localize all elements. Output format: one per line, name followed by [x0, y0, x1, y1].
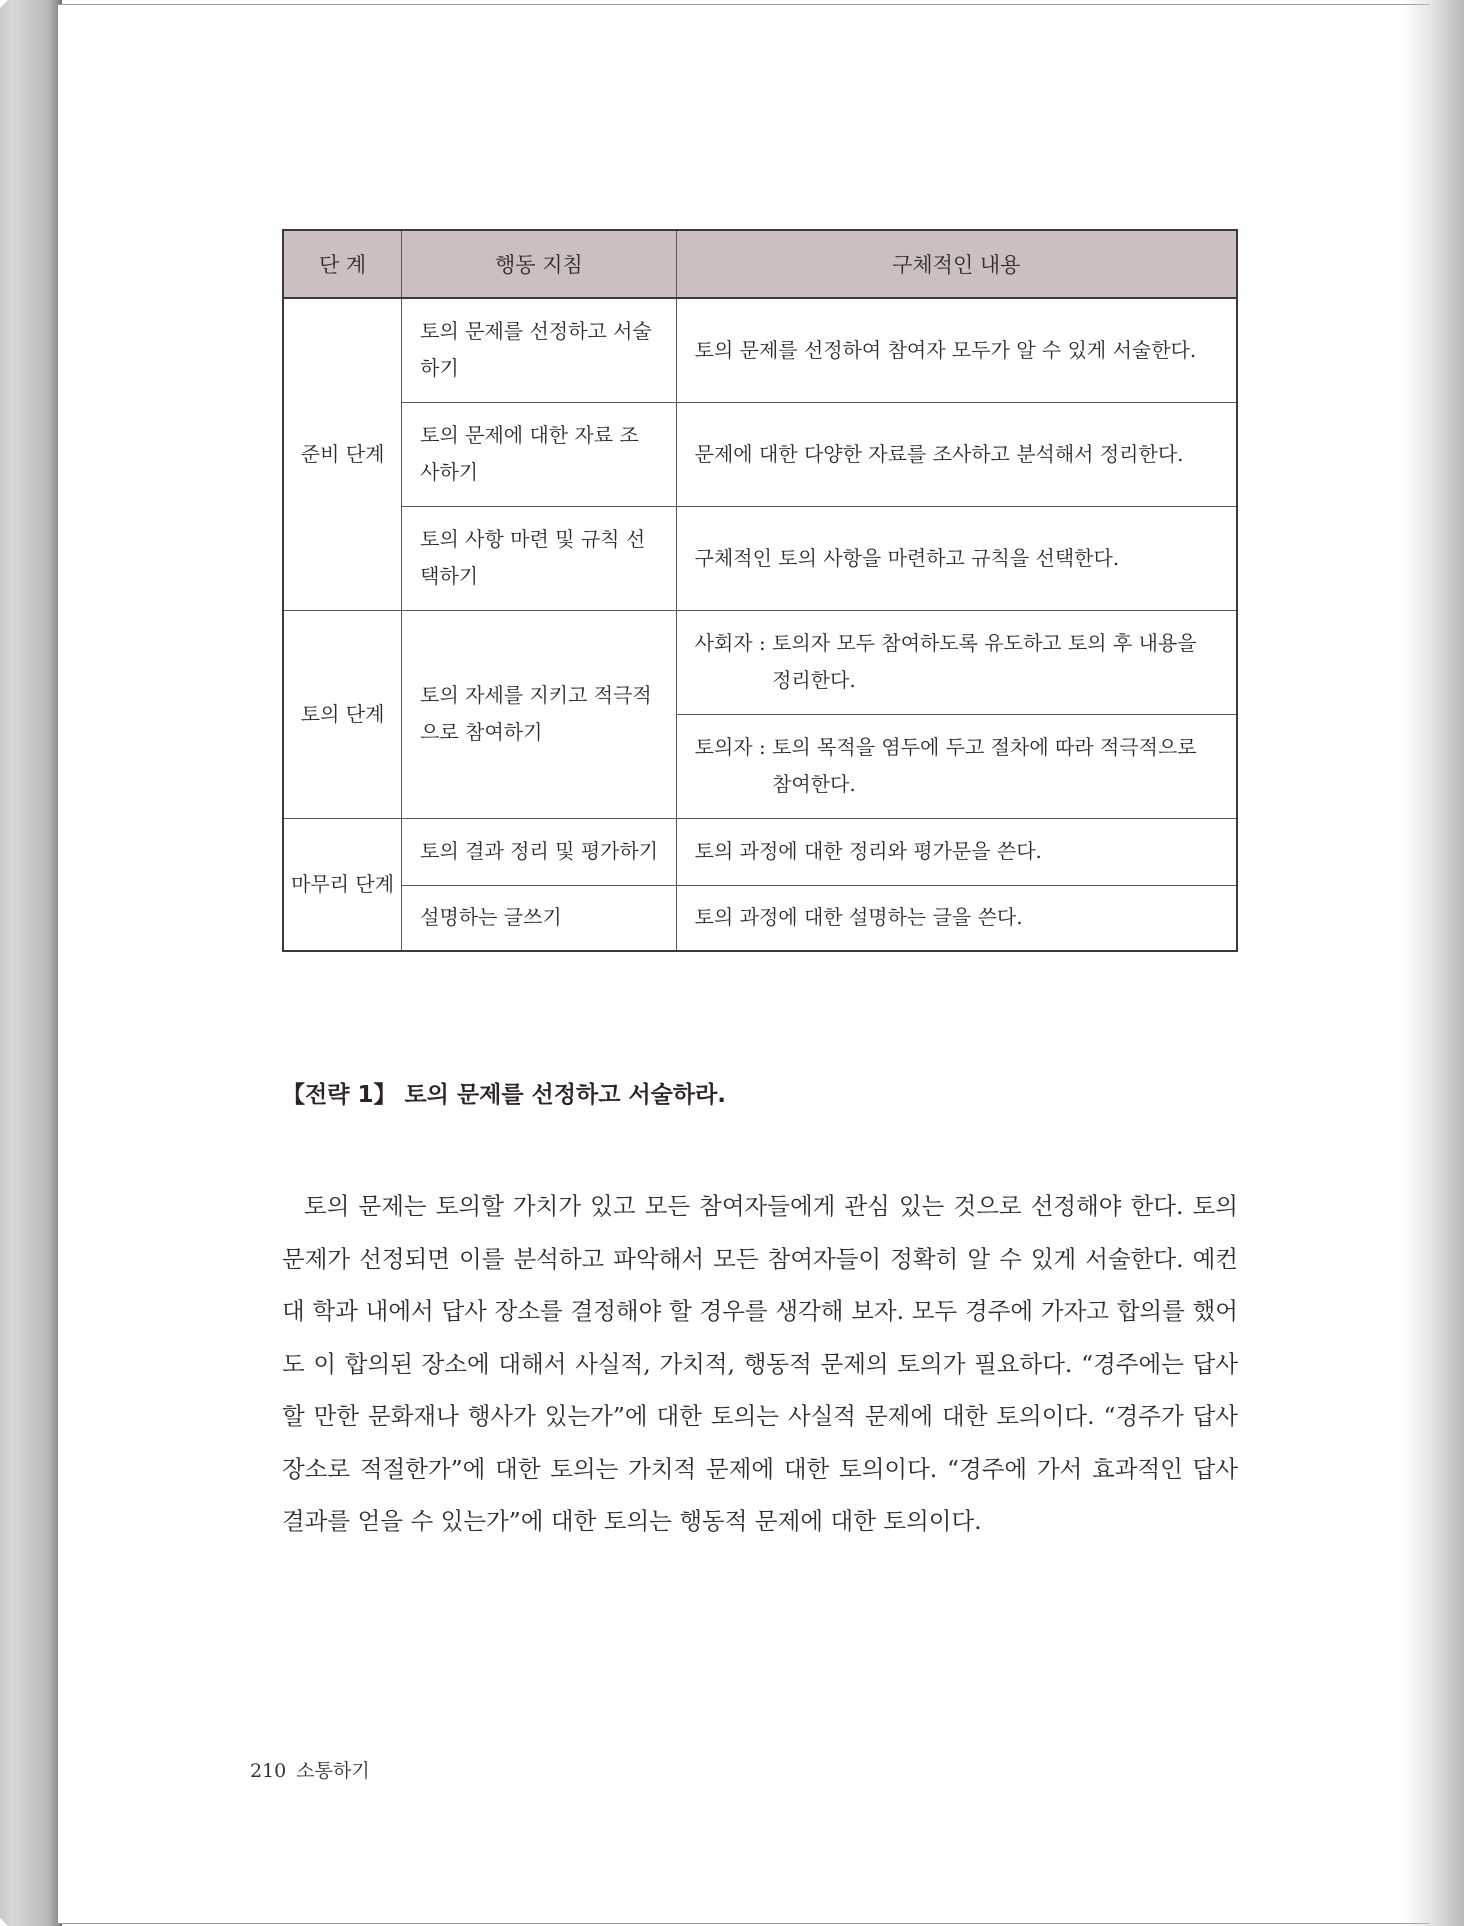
action-cell: 토의 문제를 선정하고 서술하기: [402, 298, 676, 402]
action-cell: 토의 결과 정리 및 평가하기: [402, 818, 676, 885]
action-cell: 토의 사항 마련 및 규칙 선택하기: [402, 506, 676, 610]
header-content: 구체적인 내용: [676, 230, 1237, 298]
header-stage: 단 계: [283, 230, 402, 298]
moderator-line: [695, 625, 1218, 699]
table-header-row: [283, 230, 1237, 298]
discussion-steps-table: [282, 229, 1238, 952]
book-spine-edge: [0, 0, 62, 1926]
participant-label: 토의자 :: [694, 735, 766, 759]
stage-discussion: 토의 단계: [283, 610, 402, 818]
table-row: [283, 818, 1237, 885]
participant-text: 토의 목적을 염두에 두고 절차에 따라 적극적으로 참여한다.: [772, 735, 1197, 796]
content-cell: 토의 과정에 대한 정리와 평가문을 쓴다.: [676, 818, 1237, 885]
action-cell: 설명하는 글쓰기: [402, 885, 676, 951]
page-footer: [250, 1756, 370, 1783]
content-cell: 토의 과정에 대한 설명하는 글을 쓴다.: [676, 885, 1237, 951]
stage-prep: 준비 단계: [283, 298, 402, 610]
action-cell: 토의 자세를 지키고 적극적으로 참여하기: [402, 610, 676, 818]
action-cell: 토의 문제에 대한 자료 조사하기: [402, 402, 676, 506]
content-cell: 구체적인 토의 사항을 마련하고 규칙을 선택한다.: [676, 506, 1237, 610]
section-title: 소통하기: [296, 1760, 370, 1782]
table-row: [283, 402, 1237, 506]
content-cell: 토의 문제를 선정하여 참여자 모두가 알 수 있게 서술한다.: [676, 298, 1237, 402]
header-action: 행동 지침: [402, 230, 676, 298]
moderator-label: 사회자 :: [694, 631, 766, 655]
moderator-cell: [676, 610, 1237, 714]
strategy-heading: 【전략 1】 토의 문제를 선정하고 서술하라.: [282, 1082, 727, 1108]
table-row: [283, 298, 1237, 402]
participant-line: [695, 729, 1218, 803]
table-row: [283, 506, 1237, 610]
stage-final: 마무리 단계: [283, 818, 402, 951]
moderator-text: 토의자 모두 참여하도록 유도하고 토의 후 내용을 정리한다.: [772, 631, 1197, 692]
table-row: [283, 885, 1237, 951]
participant-cell: [676, 714, 1237, 818]
table-row: [283, 610, 1237, 714]
body-paragraph: 토의 문제는 토의할 가치가 있고 모든 참여자들에게 관심 있는 것으로 선정해야 한다. 토의 문제가 선정되면 이를 분석하고 파악해서 모든 참여자들이 정확히 알 수 있게 서술한다. 예컨대 학과 내에서 답사 장소를 결정해야 할 경우를 생각해 보자. 모두 경주에 가자고 합의를 했어도 이 합의된 장소에 대해서 사실적, 가치적, 행동적 문제의 토의가 필요하다. “경주에는 답사할 만한 문화재나 행사가 있는가”에 대한 토의는 사실적 문제에 대한 토의이다. “경주가 답사 장소로 적절한가”에 대한 토의는 가치적 문제에 대한 토의이다. “경주에 가서 효과적인 답사 결과를 얻을 수 있는가”에 대한 토의는 행동적 문제에 대한 토의이다.: [282, 1192, 1238, 1535]
content-cell: 문제에 대한 다양한 자료를 조사하고 분석해서 정리한다.: [676, 402, 1237, 506]
page-number: 210: [250, 1760, 287, 1782]
